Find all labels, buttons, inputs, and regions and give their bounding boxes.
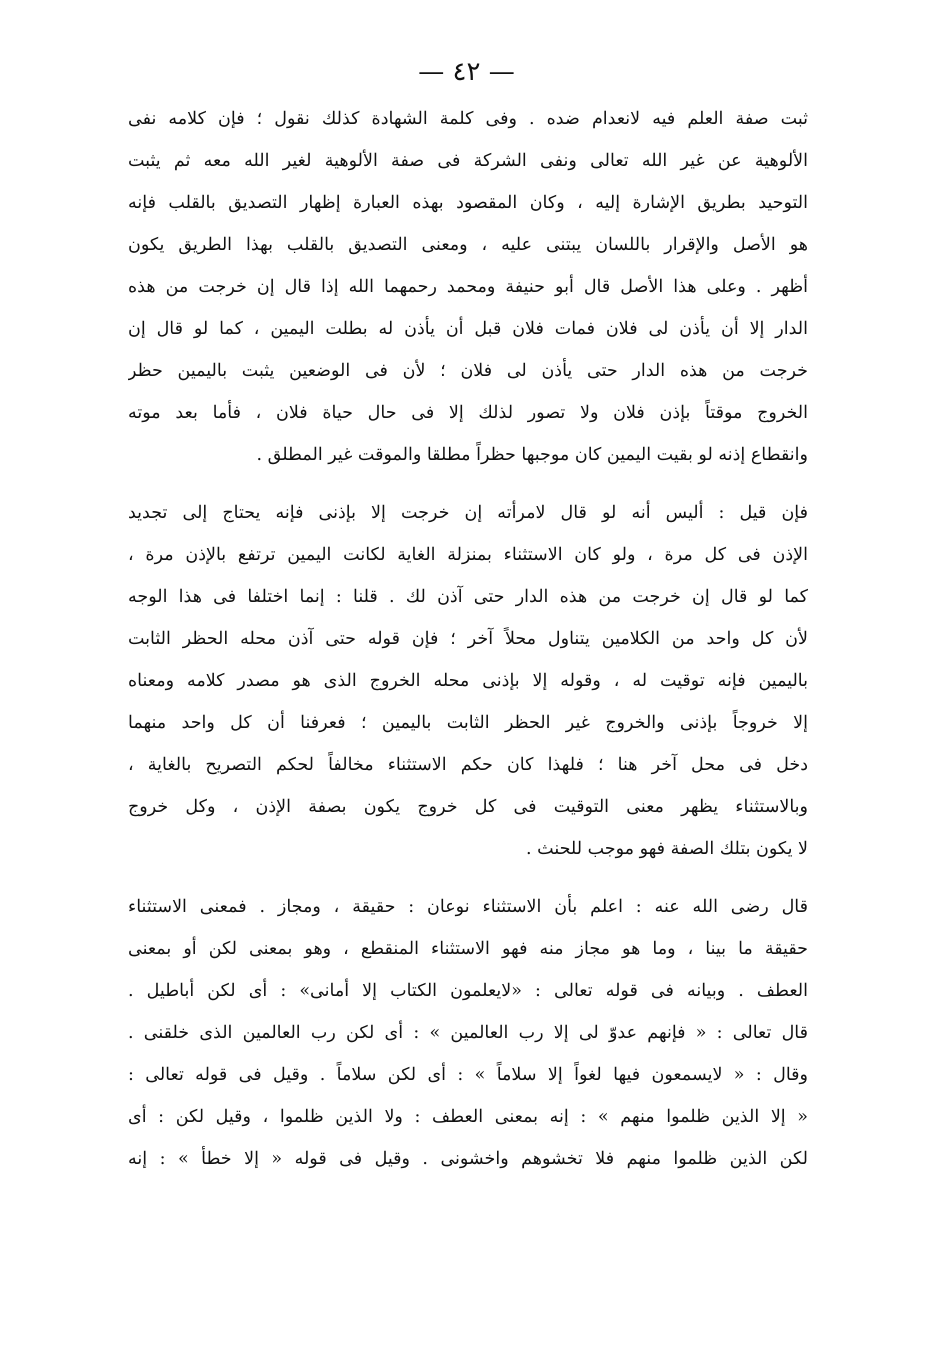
text-line: كما لو قال إن خرجت من هذه الدار حتى آذن لك . قلنا : إنما اختلفا فى هذا الوجه: [128, 587, 808, 607]
paragraph-3: [128, 886, 808, 1180]
text-line: لكن الذين ظلموا منهم فلا تخشوهم واخشونى . وقيل فى قوله « إلا خطأ » : إنه: [128, 1149, 808, 1169]
text-line: وانقطاع إذنه لو بقيت اليمين كان موجبها حظراً مطلقا والموقت غير المطلق .: [256, 445, 808, 465]
text-line: باليمين فإنه توقيت له ، وقوله إلا بإذنى محله الخروج الذى هو مصدر كلامه ومعناه: [128, 671, 808, 691]
text-line: وبالاستثناء يظهر معنى التوقيت فى كل خروج يكون بصفة الإذن ، وكل خروج: [128, 797, 808, 817]
paragraph-1: [128, 98, 808, 476]
text-line: العطف . وبيانه فى قوله تعالى : «لايعلمون الكتاب إلا أمانى» : أى لكن أباطيل .: [128, 981, 808, 1001]
body-text: [128, 98, 808, 1180]
text-line: وقال : « لايسمعون فيها لغواً إلا سلاماً » : أى لكن سلاماً . وقيل فى قوله تعالى :: [128, 1065, 808, 1085]
text-line: التوحيد بطريق الإشارة إليه ، وكان المقصود بهذه العبارة إظهار التصديق بالقلب فإنه: [128, 193, 808, 213]
text-line: حقيقة ما بينا ، وما هو مجاز منه فهو الاستثناء المنقطع ، وهو بمعنى لكن أو بمعنى: [128, 939, 808, 959]
paragraph-2: [128, 492, 808, 870]
text-line: قال رضى الله عنه : اعلم بأن الاستثناء نوعان : حقيقة ، ومجاز . فمعنى الاستثناء: [128, 897, 808, 917]
paragraph-gap: [128, 870, 808, 886]
text-line: الخروج موقتاً بإذن فلان ولا تصور لذلك إلا فى حال حياة فلان ، فأما بعد موته: [128, 403, 808, 423]
text-line: أظهر . وعلى هذا الأصل قال أبو حنيفة ومحمد رحمهما الله إذا قال إن خرجت من هذه: [128, 277, 808, 297]
text-line: الدار إلا أن يأذن لى فلان فمات فلان قبل أن يأذن له بطلت اليمين ، كما لو قال إن: [128, 319, 808, 339]
text-line: الإذن فى كل مرة ، ولو كان الاستثناء بمنزلة الغاية لكانت اليمين ترتفع بالإذن مرة ،: [128, 545, 808, 565]
text-line: قال تعالى : « فإنهم عدوّ لى إلا رب العالمين » : أى لكن رب العالمين الذى خلقنى .: [128, 1023, 808, 1043]
text-line: هو الأصل والإقرار باللسان يبتنى عليه ، ومعنى التصديق بالقلب بهذا الطريق يكون: [128, 235, 808, 255]
text-line: « إلا الذين ظلموا منهم » : إنه بمعنى العطف : ولا الذين ظلموا ، وقيل لكن : أى: [128, 1107, 808, 1127]
text-line: ثبت صفة العلم فيه لانعدام ضده . وفى كلمة الشهادة كذلك نقول ؛ فإن كلامه نفى: [128, 109, 808, 129]
text-line: إلا خروجاً بإذنى والخروج غير الحظر الثابت باليمين ؛ فعرفنا أن كل واحد منهما: [128, 713, 808, 733]
text-line: فإن قيل : أليس أنه لو قال لامرأته إن خرجت إلا بإذنى فإنه يحتاج إلى تجديد: [128, 503, 808, 523]
page-number: — ٤٢ —: [418, 57, 515, 87]
text-line: دخل فى محل آخر هنا ؛ فلهذا كان حكم الاستثناء مخالفاً لحكم التصريح بالغاية ،: [128, 755, 808, 775]
paragraph-gap: [128, 476, 808, 492]
text-line: الألوهية عن غير الله تعالى ونفى الشركة فى صفة الألوهية لغير الله معه ثم يثبت: [128, 151, 808, 171]
text-line: لأن كل واحد من الكلامين يتناول محلاً آخر ؛ فإن قوله حتى آذن محله الحظر الثابت: [128, 629, 808, 649]
text-line: لا يكون بتلك الصفة فهو موجب للحنث .: [526, 839, 808, 859]
text-line: خرجت من هذه الدار حتى يأذن لى فلان ؛ لأن فى الوضعين يثبت باليمين حظر: [128, 361, 808, 381]
